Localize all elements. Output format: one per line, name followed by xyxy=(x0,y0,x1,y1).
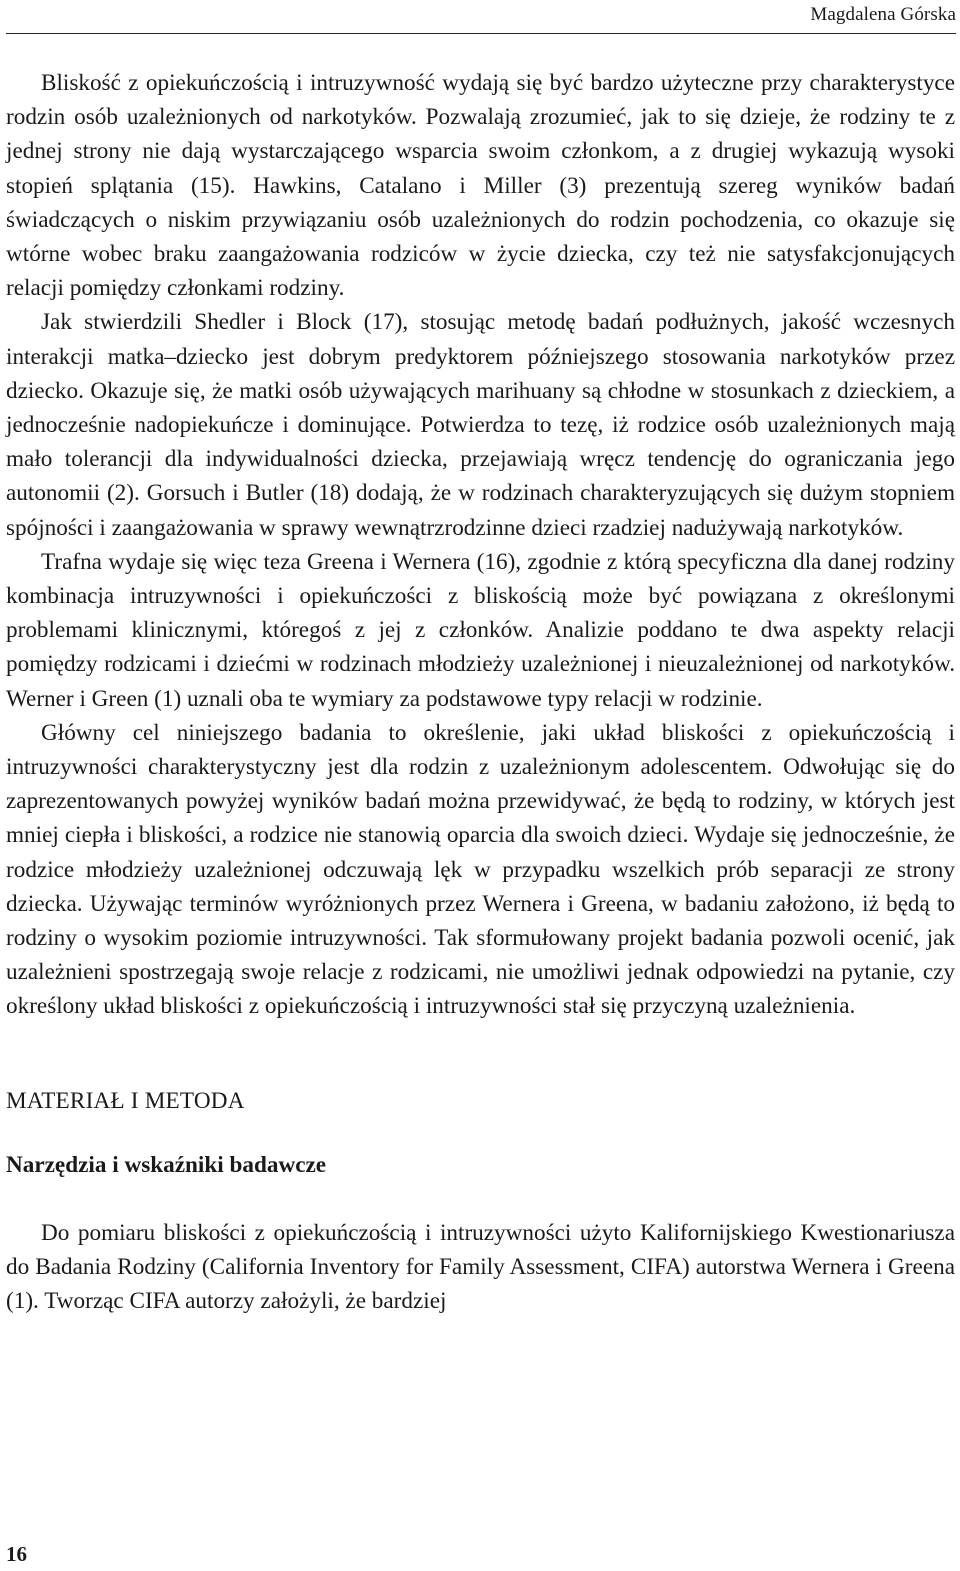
body-paragraph: Bliskość z opiekuńczością i intruzywność wydają się być bardzo użyteczne przy charakterystyce rodzin osób uzależnionych od narkotyków. Pozwalają zrozumieć, jak to się dzieje, że rodziny te z jednej strony nie dają wystarczającego wsparcia swoim członkom, a z drugiej wykazują wysoki stopień splątania (15). Hawkins, Catalano i Miller (3) prezentują szereg wyników badań świadczących o niskim przywiązaniu osób uzależnionych do rodzin pochodzenia, co okazuje się wtórne wobec braku zaangażowania rodziców w życie dziecka, czy też nie satysfakcjonujących relacji pomiędzy członkami rodziny. xyxy=(6,70,955,302)
running-header xyxy=(6,0,956,34)
section-spacer xyxy=(6,1024,955,1084)
body-paragraph: Jak stwierdzili Shedler i Block (17), stosując metodę badań podłużnych, jakość wczesnych interakcji matka–dziecko jest dobrym predyktorem późniejszego stosowania narkotyków przez dziecko. Okazuje się, że matki osób używających marihuany są chłodne w stosunkach z dzieckiem, a jednocześnie nadopiekuńcze i dominujące. Potwierdza to tezę, iż rodzice osób uzależnionych mają mało tolerancji dla indywidualności dziecka, przejawiają wręcz tendencję do ograniczania jego autonomii (2). Gorsuch i Butler (18) dodają, że w rodzinach charakteryzujących się dużym stopniem spójności i zaangażowania w sprawy wewnątrzrodzinne dzieci rzadziej nadużywają narkotyków. xyxy=(6,309,955,541)
section-title: MATERIAŁ I METODA xyxy=(6,1087,245,1114)
article-body xyxy=(6,66,955,1318)
subsection-spacer xyxy=(6,1182,955,1216)
section-paragraph: Do pomiaru bliskości z opiekuńczością i intruzywności użyto Kalifornijskiego Kwestionariusza do Badania Rodziny (California Inventory for Family Assessment, CIFA) autorstwa Wernera i Greena (1). Tworząc CIFA autorzy założyli, że bardziej xyxy=(6,1219,955,1315)
page-number: 16 xyxy=(6,1542,27,1566)
body-paragraph: Trafna wydaje się więc teza Greena i Wernera (16), zgodnie z którą specyficzna dla danej rodziny kombinacja intruzywności i opiekuńczości z bliskością może być powiązana z określonymi problemami klinicznymi, któregoś z jej z członków. Analizie poddano te dwa aspekty relacji pomiędzy rodzicami i dziećmi w rodzinach młodzieży uzależnionej i nieuzależnionej od narkotyków. Werner i Green (1) uznali oba te wymiary za podstawowe typy relacji w rodzinie. xyxy=(6,548,955,712)
running-header-author: Magdalena Górska xyxy=(810,4,956,25)
body-paragraph: Główny cel niniejszego badania to określenie, jaki układ bliskości z opiekuńczością i intruzywności charakterystyczny jest dla rodzin z uzależnionym adolescentem. Odwołując się do zaprezentowanych powyżej wyników badań można przewidywać, że będą to rodziny, w których jest mniej ciepła i bliskości, a rodzice nie stanowią oparcia dla swoich dzieci. Wydaje się jednocześnie, że rodzice młodzieży uzależnionej odczuwają lęk w przypadku wszelkich prób separacji ze strony dziecka. Używając terminów wyróżnionych przez Wernera i Greena, w badaniu założono, iż będą to rodziny o wysokim poziomie intruzywności. Tak sformułowany projekt badania pozwoli ocenić, jak uzależnieni spostrzegają swoje relacje z rodzicami, nie umożliwi jednak odpowiedzi na pytanie, czy określony układ bliskości z opiekuńczością i intruzywności stał się przyczyną uzależnienia. xyxy=(6,719,955,1020)
subsection-title: Narzędzia i wskaźniki badawcze xyxy=(6,1151,327,1178)
